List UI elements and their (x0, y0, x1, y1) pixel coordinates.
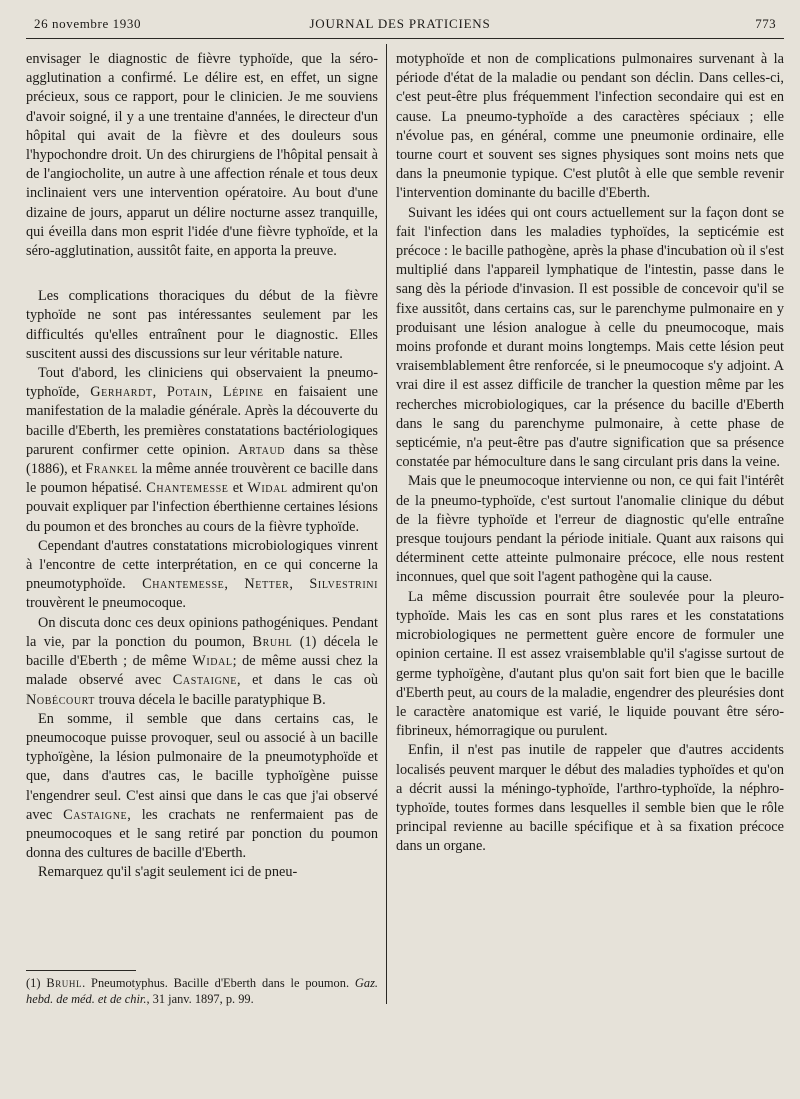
author-name: Lépine (222, 384, 264, 401)
author-name: Silvestrini (309, 576, 378, 593)
running-header (0, 16, 800, 36)
paragraph: Mais que le pneumocoque intervienne ou non, ce qui fait l'intérêt de la pneumo-typhoïde, c'est surtout l'anomalie clinique du début de la fièvre typhoïde et l'erreur de diagnostic qu'elle entraîne presque toujours pendant la période initiale. Quant aux raisons qui déterminent cette atteinte pulmonaire précoce, elle nous restent inconnues, quel que soit l'agent pathogène qui la cause. (396, 473, 784, 586)
footnote-reference: Gaz. hebd. de méd. et de chir. (26, 976, 378, 1006)
footnote-author: Bruhl (46, 976, 83, 990)
left-column (26, 50, 378, 883)
paragraph: Remarquez qu'il s'agit seulement ici de pneu- (38, 864, 298, 881)
paragraph: motyphoïde et non de complications pulmonaires survenant à la période d'état de la maladie ou pendant son déclin. Dans celles-ci, c'est peut-être plus fréquemment l'infection secondaire qui est en cause. La pneumo-typhoïde a des caractères spéciaux ; elle n'évolue pas, en général, comme une pneumonie ordinaire, elle tourne court et souvent ses signes physiques sont moins nets que dans la pneumonie typique. C'est plutôt à elle que semble revenir l'intervention dominante du bacille d'Eberth. (396, 51, 784, 202)
author-name: Castaigne (172, 672, 237, 689)
footnote-date: , 31 janv. 1897, p. 99. (146, 992, 254, 1006)
header-rule (26, 38, 784, 39)
paragraph: On discuta donc ces deux opinions pathogéniques. Pendant la vie, par la ponction du poumon, Bruhl (1) décela le bacille d'Eberth ; de même Widal; de même aussi chez la malade observé avec Castaigne, et dans le cas où Nobécourt trouva décela le bacille paratyphique B. (26, 614, 379, 708)
right-column (396, 50, 784, 857)
footnote (26, 975, 378, 1007)
paragraph: La même discussion pourrait être soulevée pour la pleuro-typhoïde. Mais les cas en sont plus rares et les constatations microbiologiques ne permettent guère encore de formuler une opinion certaine. Il est assez vraisemblable qu'il s'agisse surtout de germe typhoïgène, d'autant plus qu'on sait fort bien que le bacille d'Eberth peut, au cours de la maladie, engendrer des pleurésies dont le caractère anatomique est varié, le liquide pouvant être séro-fibrineux, hémorragique ou purulent. (396, 588, 784, 740)
paragraph: envisager le diagnostic de fièvre typhoïde, que la séro-agglutination a confirmé. Le délire est, en effet, un signe précieux, sous ce rapport, pour le clinicien. Je me souviens d'avoir soigné, il y a une trentaine d'années, le directeur d'un hôpital qui avait de la fièvre et des douleurs sous l'hypochondre droit. Un des chirurgiens de l'hôpital pensait à de l'angiocholite, un autre à une affection rénale et tous deux inclinaient vers une intervention opératoire. Au bout d'une dizaine de jours, apparut un délire nocturne assez tranquille, qui éveilla dans mon esprit l'idée d'une fièvre typhoïde, et la séro-agglutination, aussitôt faite, en apporta la preuve. (26, 51, 378, 260)
author-name: Bruhl (252, 633, 293, 650)
paragraph: Suivant les idées qui ont cours actuellement sur la façon dont se fait l'infection dans les maladies typhoïdes, la septicémie est précoce : le bacille pathogène, après la phase d'incubation où il s'est multiplié dans l'appareil lymphatique de l'intestin, passe dans le sang dès la période d'invasion. Il est possible de concevoir qu'il se fixe aussitôt, dans certains cas, sur le parenchyme pulmonaire en y produisant une lésion analogue à celle du pneumocoque, mais moins profonde et durant moins longtemps. Mais cette lésion peut vraisemblablement être renforcée, si le pneumocoque s'y adjoint. A vrai dire il est assez difficile de trancher la question même par les recherches microbiologiques, car la présence du bacille d'Eberth dans le sang du parenchyme pulmonaire, à cette phase de septicémie, n'a peut-être pas d'autre signification que sa présence constatée par hémoculture dans le sang circulant pris dans la veine. (396, 204, 784, 471)
author-name: Nobécourt (26, 691, 96, 708)
footnote-rule (26, 970, 136, 971)
author-name: Chantemesse (146, 480, 229, 497)
paragraph: Tout d'abord, les cliniciens qui observaient la pneumo-typhoïde, Gerhardt, Potain, Lépine en faisaient une manifestation de la maladie générale. Après la découverte du bacille d'Eberth, les premières constatations bactériologiques parurent confirmer cette opinion. Artaud dans sa thèse (1886), et Frankel la même année trouvèrent ce bacille dans le poumon hépatisé. Chantemesse et Widal admirent qu'on pouvait expliquer par l'infection éberthienne certaines lésions du poumon et des bronches au cours de la fièvre typhoïde. (26, 365, 379, 535)
author-name: Frankel (85, 461, 139, 478)
author-name: Widal (247, 480, 288, 497)
footnote-text: . Pneumotyphus. Bacille d'Eberth dans le poumon. (82, 976, 350, 990)
author-name: Castaigne (63, 806, 128, 823)
paragraph: Cependant d'autres constatations microbiologiques vinrent à l'encontre de cette interprétation, en ce qui concerne la pneumotyphoïde. Chantemesse, Netter, Silvestrini trouvèrent le pneumocoque. (26, 537, 378, 612)
author-name: Widal (192, 653, 233, 670)
paragraph: Enfin, il n'est pas inutile de rappeler que d'autres accidents localisés peuvent marquer le début des maladies typhoïdes et qu'on a décrit aussi la méningo-typhoïde, l'arthro-typhoïde, la néphro-typhoïde, toutes formes dans lesquelles il semble bien que le rôle principal revienne au bacille spécifique et à sa fixation précoce dans un organe. (396, 742, 784, 855)
footnote-mark: (1) (26, 976, 41, 990)
column-divider (386, 44, 387, 1004)
paragraph: En somme, il semble que dans certains cas, le pneumocoque puisse provoquer, seul ou associé à un bacille typhoïgène, la lésion pulmonaire de la pneumotyphoïde et que, dans d'autres cas, le bacille typhoïgène puisse l'engendrer seul. C'est ainsi que dans le cas que j'ai observé avec Castaigne, les crachats ne renfermaient pas de pneumocoques et le sang retiré par ponction du poumon donna des cultures de bacille d'Eberth. (26, 710, 378, 862)
author-name: Artaud (238, 441, 286, 458)
author-name: Chantemesse (142, 576, 225, 593)
journal-title: JOURNAL DES PRATICIENS (309, 16, 491, 31)
author-name: Gerhardt (90, 384, 153, 401)
paragraph: Les complications thoraciques du début de la fièvre typhoïde ne sont pas intéressantes seulement par les difficultés qu'elles entraînent pour le diagnostic. Elles suscitent aussi des discussions sur leur véritable nature. (26, 288, 378, 362)
author-name: Potain (166, 384, 209, 401)
author-name: Netter (244, 576, 290, 593)
header-date: 26 novembre 1930 (34, 16, 142, 31)
page-number: 773 (755, 16, 776, 31)
